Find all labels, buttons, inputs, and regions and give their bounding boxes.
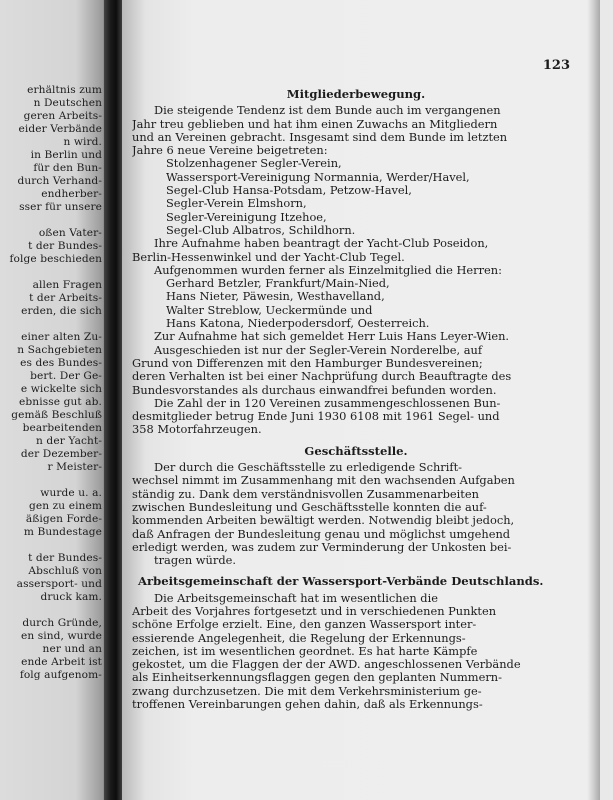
left-text-line: t der Arbeits- [29, 292, 102, 304]
left-page-text [0, 84, 102, 682]
left-text-line: ner und an [42, 643, 102, 655]
section-heading-association: Arbeitsgemeinschaft der Wassersport-Verbände Deutschlands. [138, 574, 544, 589]
left-text-line: druck kam. [40, 591, 102, 603]
text-line: Berlin-Hessenwinkel und der Yacht-Club Tegel. [132, 250, 405, 264]
office-paragraph [132, 461, 580, 567]
line-gap [0, 474, 102, 487]
list-item: Stolzenhagener Segler-Verein, [166, 157, 342, 171]
text-line: kommenden Arbeiten bewältigt werden. Notwendig bleibt jedoch, [132, 514, 515, 528]
left-text-line: r Meister- [47, 461, 102, 473]
left-text-line: in Berlin und [30, 149, 102, 161]
text-line: Ihre Aufnahme haben beantragt der Yacht-Club Poseidon, [154, 237, 489, 251]
line-gap [0, 318, 102, 331]
application-paragraph [132, 237, 580, 264]
list-item: Segel-Club Albatros, Schildhorn. [166, 223, 356, 237]
left-text-line: n der Yacht- [36, 435, 102, 447]
members-intro [132, 104, 580, 157]
left-text-line: für den Bun- [33, 162, 102, 174]
left-facing-page [0, 0, 108, 800]
left-text-line: e wickelte sich [20, 383, 102, 395]
text-line: Jahr treu geblieben und hat ihm einen Zuwachs an Mitgliedern [132, 117, 498, 131]
text-line: zeichen, ist im wesentlichen geordnet. Es hat harte Kämpfe [132, 644, 478, 658]
left-text-line: bert. Der Ge- [30, 370, 102, 382]
left-text-line: sser für unsere [19, 201, 102, 213]
text-line: Der durch die Geschäftsstelle zu erledigende Schrift- [154, 461, 463, 475]
left-text-line: ende Arbeit ist [21, 656, 102, 668]
departure-paragraph [132, 344, 580, 397]
left-text-line: n Deutschen [33, 97, 102, 109]
page-number: 123 [542, 58, 570, 73]
left-text-line: folg aufgenom- [19, 669, 102, 681]
line-gap [0, 214, 102, 227]
text-line: ständig zu. Dank dem verständnisvollen Zusammenarbeiten [132, 487, 479, 501]
text-line: troffenen Vereinbarungen gehen dahin, daß als Erkennungs- [132, 698, 483, 712]
list-item: Wassersport-Vereinigung Normannia, Werder/Havel, [166, 170, 470, 184]
text-line: und an Vereinen gebracht. Insgesamt sind dem Bunde im letzten [132, 130, 508, 144]
text-line: wechsel nimmt im Zusammenhang mit den wachsenden Aufgaben [132, 474, 515, 488]
left-text-line: n wird. [63, 136, 102, 148]
section-heading-members: Mitgliederbewegung. [286, 87, 426, 101]
left-text-line: assersport- und [16, 578, 102, 590]
text-line: Zur Aufnahme hat sich gemeldet Herr Luis Hans Leyer-Wien. [154, 330, 510, 344]
left-text-line: geren Arbeits- [23, 110, 102, 122]
left-text-line: wurde u. a. [40, 487, 102, 499]
left-text-line: t der Bundes- [28, 552, 102, 564]
list-item: Gerhard Betzler, Frankfurt/Main-Nied, [166, 277, 390, 291]
right-page [122, 0, 600, 800]
left-text-line: eider Verbände [18, 123, 102, 135]
text-line: zwischen Bundesleitung und Geschäftsstelle konnten die auf- [132, 500, 487, 514]
text-line: Die Zahl der in 120 Vereinen zusammengeschlossenen Bun- [154, 396, 501, 410]
left-text-line: äßigen Forde- [25, 513, 102, 525]
individual-members [132, 264, 580, 330]
text-line: Die steigende Tendenz ist dem Bunde auch im vergangenen [154, 104, 501, 118]
left-text-line: gemäß Beschluß [11, 409, 102, 421]
text-line: essierende Angelegenheit, die Regelung der Erkennungs- [132, 631, 466, 645]
left-text-line: einer alten Zu- [21, 331, 102, 343]
text-line: als Einheitserkennungsflaggen gegen den geplanten Nummern- [132, 671, 502, 685]
left-text-line: endherber- [41, 188, 102, 200]
left-text-line: en sind, wurde [20, 630, 102, 642]
text-line: deren Verhalten ist bei einer Nachprüfung durch Beauftragte des [132, 370, 512, 384]
page-edge-shadow [587, 0, 600, 800]
new-clubs-list [132, 157, 580, 237]
text-line: gekostet, um die Flaggen der der AWD. angeschlossenen Verbände [132, 658, 521, 672]
text-line: Aufgenommen wurden ferner als Einzelmitglied die Herren: [154, 263, 502, 277]
list-item: Hans Katona, Niederpodersdorf, Oesterreich. [166, 317, 430, 331]
left-text-line: erhältnis zum [27, 84, 102, 96]
left-text-line: n Sachgebieten [17, 344, 102, 356]
text-line: zwang durchzusetzen. Die mit dem Verkehrsministerium ge- [132, 684, 482, 698]
text-line: Ausgeschieden ist nur der Segler-Verein Norderelbe, auf [154, 343, 483, 357]
text-line: tragen würde. [154, 554, 236, 568]
totals-paragraph [132, 397, 580, 437]
left-text-line: durch Gründe, [22, 617, 102, 629]
list-item: Segel-Club Hansa-Potsdam, Petzow-Havel, [166, 184, 412, 198]
list-item: Hans Nieter, Päwesin, Westhavelland, [166, 290, 385, 304]
left-text-line: oßen Vater- [38, 227, 102, 239]
text-line: Jahre 6 neue Vereine beigetreten: [132, 144, 328, 158]
association-paragraph [132, 592, 580, 712]
left-text-line: allen Fragen [32, 279, 102, 291]
left-text-line: bearbeitenden [22, 422, 102, 434]
page-content [132, 88, 580, 711]
text-line: Bundesvorstandes als durchaus einwandfrei befunden worden. [132, 383, 497, 397]
text-line: Die Arbeitsgemeinschaft hat im wesentlichen die [154, 591, 438, 605]
text-line: Grund von Differenzen mit den Hamburger Bundesvereinen; [132, 356, 483, 370]
announcement-paragraph [132, 330, 580, 343]
left-text-line: Abschluß von [28, 565, 102, 577]
line-gap [0, 539, 102, 552]
left-text-line: der Dezember- [20, 448, 102, 460]
list-item: Segler-Vereinigung Itzehoe, [166, 210, 327, 224]
text-line: schöne Erfolge erzielt. Eine, den ganzen Wassersport inter- [132, 618, 477, 632]
text-line: desmitglieder betrug Ende Juni 1930 6108 mit 1961 Segel- und [132, 410, 500, 424]
left-text-line: es des Bundes- [20, 357, 102, 369]
text-line: daß Anfragen der Bundesleitung genau und möglichst umgehend [132, 527, 511, 541]
left-text-line: durch Verhand- [17, 175, 102, 187]
text-line: 358 Motorfahrzeugen. [132, 423, 262, 437]
line-gap [0, 266, 102, 279]
left-text-line: t der Bundes- [28, 240, 102, 252]
section-heading-office: Geschäftsstelle. [304, 443, 408, 458]
text-line: erledigt werden, was zudem zur Verminderung der Unkosten bei- [132, 540, 512, 554]
left-text-line: gen zu einem [28, 500, 102, 512]
left-text-line: erden, die sich [21, 305, 102, 317]
line-gap [0, 604, 102, 617]
list-item: Segler-Verein Elmshorn, [166, 197, 307, 211]
left-text-line: folge beschieden [9, 253, 102, 265]
list-item: Walter Streblow, Ueckermünde und [166, 303, 373, 317]
text-line: Arbeit des Vorjahres fortgesetzt und in verschiedenen Punkten [132, 604, 497, 618]
left-text-line: ebnisse gut ab. [19, 396, 102, 408]
left-text-line: m Bundestage [23, 526, 102, 538]
